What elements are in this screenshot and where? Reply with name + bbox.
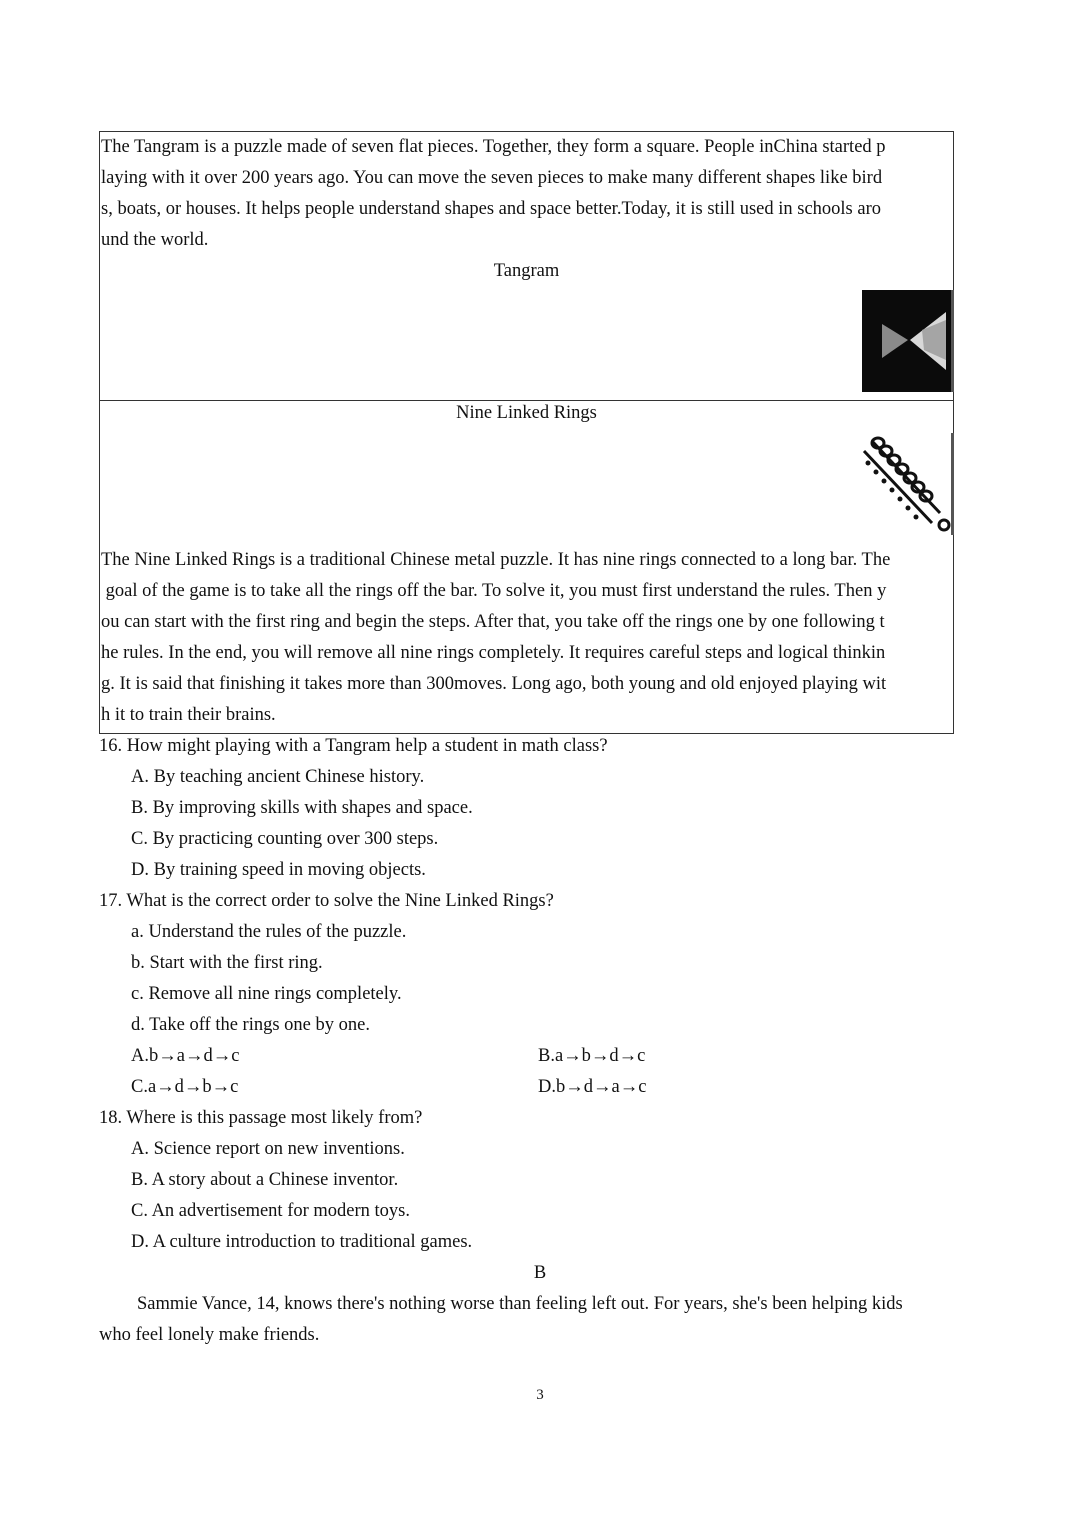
- text-line: who feel lonely make friends.: [99, 1325, 320, 1345]
- text-line: The Nine Linked Rings is a traditional Chinese metal puzzle. It has nine rings connected to a long bar. The: [101, 550, 891, 570]
- option-a: A. By teaching ancient Chinese history.: [131, 767, 425, 787]
- option-d: D. A culture introduction to traditional games.: [131, 1232, 473, 1252]
- question-stem: 18. Where is this passage most likely from?: [99, 1108, 423, 1128]
- choice-c: C.a→d→b→c: [131, 1077, 239, 1097]
- step-c: c. Remove all nine rings completely.: [131, 984, 402, 1004]
- question-18: [99, 1103, 959, 1258]
- text-line: s, boats, or houses. It helps people understand shapes and space better.Today, it is still used in schools aro: [101, 199, 882, 219]
- section-b-paragraph: [99, 1289, 979, 1351]
- text-line: g. It is said that finishing it takes more than 300moves. Long ago, both young and old enjoyed playing wit: [101, 674, 887, 694]
- question-16: [99, 731, 959, 886]
- option-c: C. By practicing counting over 300 steps.: [131, 829, 439, 849]
- section-heading: B: [533, 1263, 547, 1283]
- text-line: ou can start with the first ring and begin the steps. After that, you take off the rings one by one following t: [101, 612, 885, 632]
- choice-a: A.b→a→d→c: [131, 1046, 240, 1066]
- tangram-label: Tangram: [493, 261, 560, 281]
- question-17: [99, 886, 959, 1103]
- choice-d: D.b→d→a→c: [538, 1077, 647, 1097]
- choices-row: [99, 1041, 959, 1072]
- question-stem: 17. What is the correct order to solve the Nine Linked Rings?: [99, 891, 554, 911]
- choices-row: [99, 1072, 959, 1103]
- rings-paragraph: [100, 545, 953, 731]
- rings-box: [99, 400, 954, 734]
- nine-rings-image: [858, 433, 954, 535]
- tangram-box: [99, 131, 954, 401]
- text-line: he rules. In the end, you will remove all nine rings completely. It requires careful steps and logical thinkin: [101, 643, 886, 663]
- text-line: goal of the game is to take all the rings off the bar. To solve it, you must first understand the rules. Then y: [101, 581, 887, 601]
- page-number: 3: [536, 1387, 544, 1403]
- rings-label: Nine Linked Rings: [456, 403, 597, 423]
- option-c: C. An advertisement for modern toys.: [131, 1201, 410, 1221]
- question-stem: 16. How might playing with a Tangram help a student in math class?: [99, 736, 608, 756]
- tangram-image: [862, 290, 954, 392]
- text-line: Sammie Vance, 14, knows there's nothing worse than feeling left out. For years, she's been helping kids: [137, 1294, 903, 1314]
- text-line: h it to train their brains.: [101, 705, 276, 725]
- option-a: A. Science report on new inventions.: [131, 1139, 405, 1159]
- text-line: und the world.: [101, 230, 209, 250]
- choice-b: B.a→b→d→c: [538, 1046, 646, 1066]
- text-line: laying with it over 200 years ago. You can move the seven pieces to make many different shapes like bird: [101, 168, 883, 188]
- option-b: B. A story about a Chinese inventor.: [131, 1170, 399, 1190]
- tangram-paragraph: [100, 132, 953, 256]
- step-a: a. Understand the rules of the puzzle.: [131, 922, 407, 942]
- option-d: D. By training speed in moving objects.: [131, 860, 426, 880]
- step-d: d. Take off the rings one by one.: [131, 1015, 370, 1035]
- option-b: B. By improving skills with shapes and space.: [131, 798, 473, 818]
- text-line: The Tangram is a puzzle made of seven flat pieces. Together, they form a square. People inChina started p: [101, 137, 886, 157]
- step-b: b. Start with the first ring.: [131, 953, 323, 973]
